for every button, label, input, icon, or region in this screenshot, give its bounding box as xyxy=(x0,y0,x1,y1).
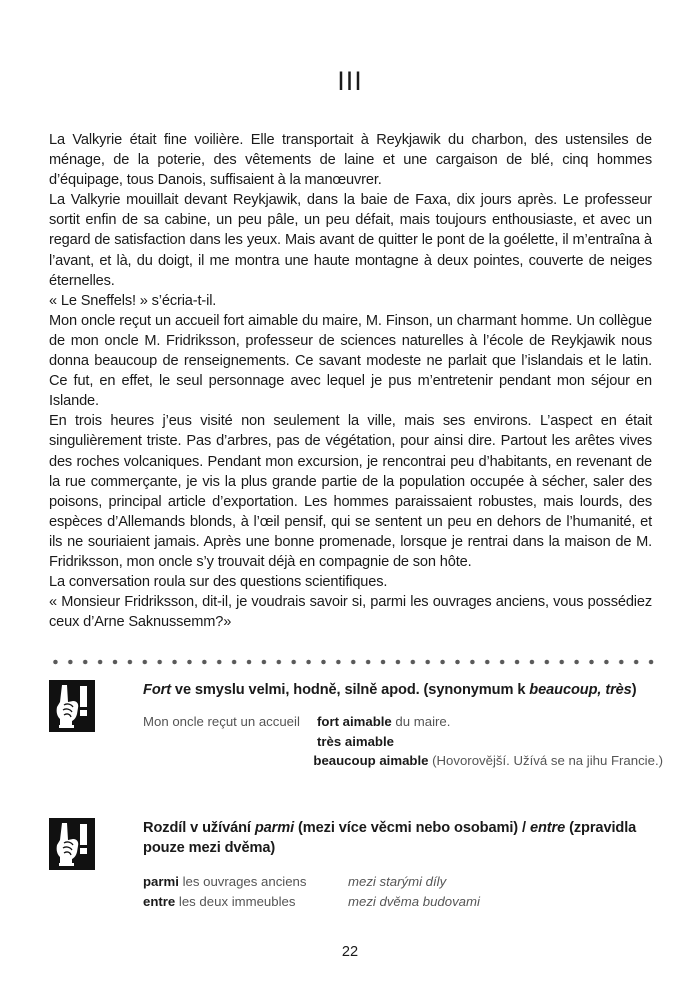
chapter-title: III xyxy=(337,66,363,96)
heading-text: (zpravidla pouze mezi dvěma) xyxy=(143,820,637,856)
example-row xyxy=(143,732,663,752)
example-tail: les ouvrages anciens xyxy=(178,874,307,889)
example-tail: du maire. xyxy=(391,714,451,729)
note-heading xyxy=(143,818,663,858)
note-heading xyxy=(143,680,663,700)
example-row xyxy=(143,712,663,732)
paragraph: La conversation roula sur des questions scientifiques. xyxy=(49,574,388,591)
example-row xyxy=(143,751,663,771)
dotted-divider xyxy=(48,659,654,665)
example-tail: (Hovorovější. Užívá se na jihu Francie.) xyxy=(428,753,663,768)
example-phrase xyxy=(313,751,663,771)
heading-italic-term: Fort xyxy=(143,682,171,698)
example-prefix: Mon oncle reçut un accueil xyxy=(143,714,300,729)
example-phrase xyxy=(317,732,394,752)
page-number: 22 xyxy=(341,944,359,960)
example-bold: beaucoup aimable xyxy=(313,753,429,768)
example-phrase xyxy=(143,872,348,892)
example-translation: mezi starými díly xyxy=(348,874,447,889)
example-bold: fort aimable xyxy=(317,714,392,729)
paragraph: La Valkyrie mouillait devant Reykjawik, dans la baie de Faxa, dix jours après. Le professeur sortit enfin de sa cabine, un peu pâle, un peu défait, mais toujours enthousiaste, et avec un regard de satisfaction dans les yeux. Mais avant de quitter le pont de la goélette, il m’entraîna à l’avant, et là, du doigt, il me montra une haute montagne à deux pointes, couverte de neiges éternelles. xyxy=(49,192,652,289)
example-block xyxy=(143,872,663,911)
paragraph: « Monsieur Fridriksson, dit-il, je voudrais savoir si, parmi les ouvrages anciens, vous possédiez ceux d’Arne Saknussemm?» xyxy=(49,594,652,631)
paragraph: La Valkyrie était fine voilière. Elle transportait à Reykjawik du charbon, des ustensiles de ménage, de la poterie, des vêtements de laine et une cargaison de blé, cinq hommes d’équipage, tous Danois, suffisaient à la manœuvrer. xyxy=(49,132,652,189)
example-bold: parmi xyxy=(143,874,179,889)
note-content xyxy=(143,680,663,771)
example-tail: les deux immeubles xyxy=(175,893,296,909)
heading-text: ) xyxy=(631,682,637,698)
note-content xyxy=(143,818,663,911)
example-row xyxy=(143,872,663,892)
paragraph: « Le Sneffels! » s’écria-t-il. xyxy=(49,292,217,309)
heading-italic-term: entre xyxy=(529,820,566,836)
example-bold: entre xyxy=(143,893,176,909)
example-translation: mezi dvěma budovami xyxy=(348,893,480,909)
body-text xyxy=(49,130,652,632)
pointing-hand-exclamation-icon xyxy=(49,680,95,732)
paragraph: Mon oncle reçut un accueil fort aimable du maire, M. Finson, un charmant homme. Un collègue de mon oncle M. Fridriksson, professeur de sciences naturelles à l’école de Reykjawik nous donna beaucoup de renseignements. Ce savant modeste ne parlait que l’islandais et le latin. Ce fut, en effet, le seul personnage avec lequel je pus m’entretenir pendant mon séjour en Islande. xyxy=(49,312,652,410)
paragraph: En trois heures j’eus visité non seulement la ville, mais ses environs. L’aspect en était singulièrement triste. Pas d’arbres, pas de végétation, pour ainsi dire. Partout les arêtes vives des roches volcaniques. Pendant mon excursion, je rencontrai peu d’habitants, en revenant de la rue commerçante, je vis la plus grande partie de la population occupée à sécher, saler des poisons, principal article d’exportation. Les hommes paraissaient robustes, mais lourds, des espèces d’Allemands blonds, à l’œil pensif, qui se sentent un peu en dehors de l’humanité, et ils ne souriaient jamais. Après une bonne promenade, lorsque je rentrai dans la maison de M. Fridriksson, mon oncle s’y trouvait déjà en compagnie de son hôte. xyxy=(49,413,652,570)
example-phrase xyxy=(143,892,348,912)
example-bold: très aimable xyxy=(317,733,394,749)
heading-text: (mezi více věcmi nebo osobami) / xyxy=(294,820,530,836)
heading-text: Rozdíl v užívání xyxy=(143,820,255,836)
example-block xyxy=(143,712,663,771)
example-phrase xyxy=(317,712,450,732)
example-row xyxy=(143,892,663,912)
pointing-hand-exclamation-icon xyxy=(49,818,95,870)
heading-text: ve smyslu velmi, hodně, silně apod. (synonymum k xyxy=(170,682,530,698)
heading-italic-term: beaucoup, très xyxy=(529,682,632,698)
heading-italic-term: parmi xyxy=(254,820,295,836)
